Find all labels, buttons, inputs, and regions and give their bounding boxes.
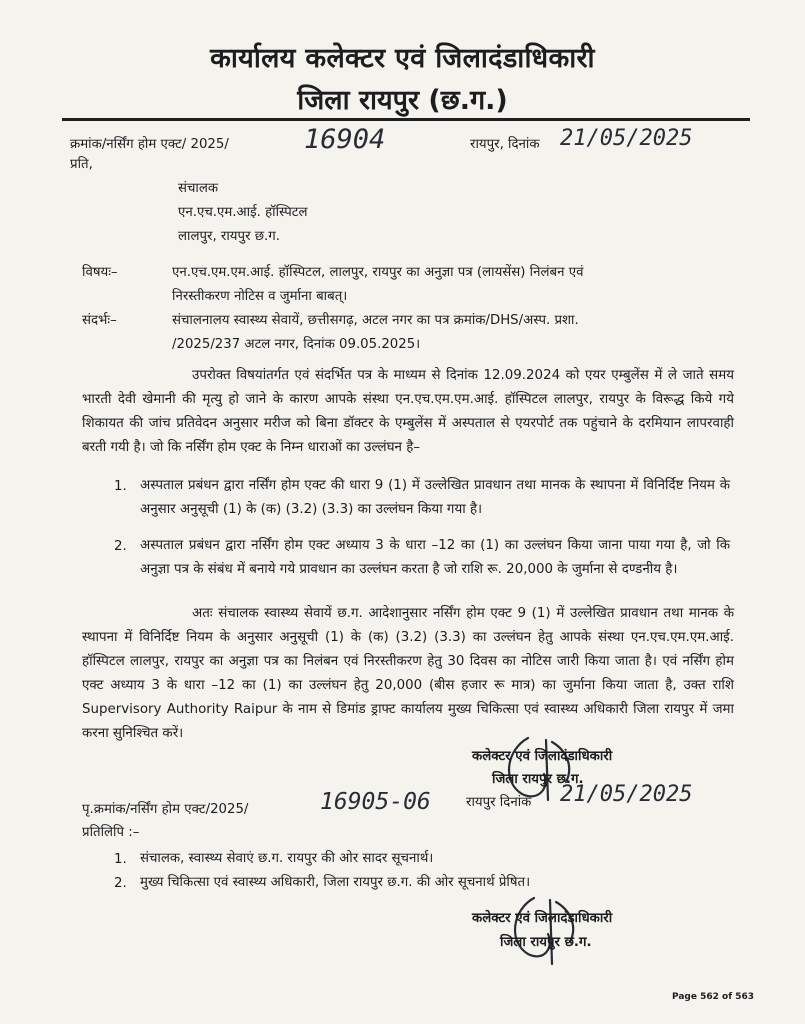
subject-label: विषयः–: [82, 265, 118, 280]
reference-label: संदर्भः–: [82, 313, 117, 328]
signature-1-title: कलेक्टर एवं जिलादंडाधिकारी: [472, 749, 613, 764]
page-number: Page 562 of 563: [672, 992, 755, 1002]
reference-line-2: /2025/237 अटल नगर, दिनांक 09.05.2025।: [172, 337, 421, 352]
copy-item-2-text: मुख्य चिकित्सा एवं स्वास्थ्य अधिकारी, जिला रायपुर छ.ग. की ओर सूचनार्थ प्रेषित।: [140, 875, 531, 890]
signature-1-handwritten-date: 21/05/2025: [560, 782, 693, 807]
subject-line-1: एन.एच.एम.एम.आई. हॉस्पिटल, लालपुर, रायपुर का अनुज्ञा पत्र (लायसेंस) निलंबन एवं: [172, 265, 584, 280]
handwritten-date: 21/05/2025: [560, 126, 693, 151]
subject-line-2: निरस्तीकरण नोटिस व जुर्माना बाबत्।: [172, 289, 348, 304]
office-title: कार्यालय कलेक्टर एवं जिलादंडाधिकारी: [210, 43, 595, 74]
endorsement-number-label: पृ.क्रमांक/नर्सिंग होम एक्ट/2025/: [82, 802, 249, 817]
signature-1-place-date-label: रायपुर दिनांक: [466, 795, 532, 810]
body-paragraph-1: उपरोक्त विषयांतर्गत एवं संदर्भित पत्र के माध्यम से दिनांक 12.09.2024 को एयर एम्बुलेंस में ले जाते समय भारती देवी खेमानी की मृत्यु हो जाने के कारण आपके संस्था एन.एच.एम.एम.आई. हॉस्पिटल लालपुर, रायपुर के विरूद्ध किये गये शिकायत की जांच प्रतिवेदन अनुसार मरीज को बिना डॉक्टर के एम्बुलेंस में अस्पताल से एयरपोर्ट तक पहुंचाने के दरमियान लापरवाही बरती गयी है। जो कि नर्सिंग होम एक्ट के निम्न धाराओं का उल्लंघन है–: [82, 368, 734, 455]
reference-line-1: संचालनालय स्वास्थ्य सेवायें, छत्तीसगढ़, अटल नगर का पत्र क्रमांक/DHS/अस्प. प्रशा.: [172, 313, 579, 328]
copy-to-label: प्रतिलिपि :–: [82, 825, 140, 840]
item-1-number: 1.: [114, 479, 127, 494]
office-district: जिला रायपुर (छ.ग.): [297, 85, 508, 116]
signature-scribble-2: [496, 892, 596, 972]
signature-2-title: कलेक्टर एवं जिलादंडाधिकारी: [472, 911, 613, 926]
copy-item-1-text: संचालक, स्वास्थ्य सेवाएं छ.ग. रायपुर की ओर सादर सूचनार्थ।: [140, 851, 434, 866]
header-divider: [62, 118, 750, 121]
signature-2-district: जिला रायपुर छ.ग.: [500, 935, 592, 950]
signature-1-district: जिला रायपुर छ.ग.: [492, 772, 584, 787]
handwritten-endorsement-number: 16905-06: [320, 789, 431, 815]
copy-item-1-number: 1.: [114, 852, 127, 867]
addressee-hospital: एन.एच.एम.आई. हॉस्पिटल: [178, 205, 308, 220]
item-2-number: 2.: [114, 539, 127, 554]
addressee-title: संचालक: [178, 181, 219, 196]
body-paragraph-2: अतः संचालक स्वास्थ्य सेवायें छ.ग. आदेशानुसार नर्सिंग होम एक्ट 9 (1) में उल्लेखित प्रावधान तथा मानक के स्थापना में विनिर्दिष्ट नियम के अनुसार अनुसूची (1) के (क) (3.2) (3.3) का उल्लंघन हेतु आपके संस्था एन.एच.एम.एम.आई. हॉस्पिटल लालपुर, रायपुर का अनुज्ञा पत्र का निलंबन एवं निरस्तीकरण हेतु 30 दिवस का नोटिस जारी किया जाता है। एवं नर्सिंग होम एक्ट अध्याय 3 के धारा –12 का (1) का उल्लंघन हेतु 20,000 (बीस हजार रू मात्र) का जुर्माना किया जाता है, उक्त राशि Supervisory Authority Raipur के नाम से डिमांड ड्राफ्ट कार्यालय मुख्य चिकित्सा एवं स्वास्थ्य अधिकारी जिला रायपुर में जमा करना सुनिश्चित करें।: [82, 606, 734, 741]
copy-item-2-number: 2.: [114, 876, 127, 891]
item-1-text: अस्पताल प्रबंधन द्वारा नर्सिंग होम एक्ट की धारा 9 (1) में उल्लेखित प्रावधान तथा मानक के स्थापना में विनिर्दिष्ट नियम के अनुसार अनुसूची (1) के (क) (3.2) (3.3) का उल्लंघन किया गया है।: [140, 478, 730, 517]
handwritten-reference-number: 16904: [304, 124, 386, 155]
item-2-text: अस्पताल प्रबंधन द्वारा नर्सिंग होम एक्ट अध्याय 3 के धारा –12 का (1) का उल्लंघन किया जाना पाया गया है, जो कि अनुज्ञा पत्र के संबंध में बनाये गये प्रावधान का उल्लंघन करता है जो राशि रू. 20,000 के जुर्माना से दण्डनीय है।: [140, 538, 730, 577]
reference-number-label: क्रमांक/नर्सिंग होम एक्ट/ 2025/: [70, 137, 229, 152]
place-date-label: रायपुर, दिनांक: [470, 137, 540, 152]
addressee-address: लालपुर, रायपुर छ.ग.: [178, 229, 280, 244]
to-label: प्रति,: [70, 157, 93, 172]
